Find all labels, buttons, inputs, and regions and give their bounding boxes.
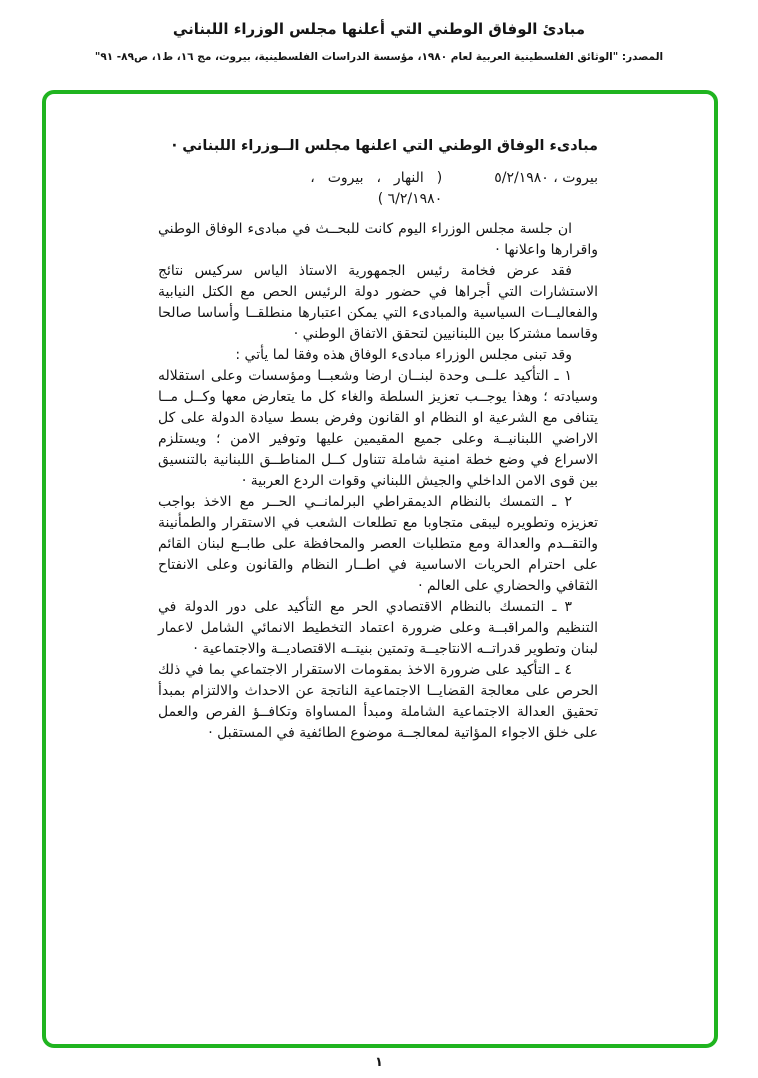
page-header: [0, 0, 758, 63]
document-paragraph: فقد عرض فخامة رئيس الجمهورية الاستاذ الياس سركيس نتائج الاستشارات التي أجراها في حضور دولة الرئيس الحص مع الكتل النيابية والفعاليــات السياسية والمبادىء التي يمكن اعتبارها منطلقــا وأساسا صالحا وقاسما مشتركا بين اللبنانيين لتحقق الاتفاق الوطني ·: [158, 263, 598, 342]
source-line: المصدر: "الوثائق الفلسطينية العربية لعام ١٩٨٠، مؤسسة الدراسات الفلسطينية، بيروت، مج ١٦، ط١، ص٨٩- ٩١": [94, 51, 664, 63]
document-paragraph: ١ ـ التأكيد علــى وحدة لبنــان ارضا وشعبــا ومؤسسات وعلى استقلاله وسيادته ؛ وهذا يوجــب تعزيز السلطة والغاء كل ما يتعارض معها وكــل مــا يتنافى مع الشرعية او النظام او القانون وفرض بسط سيادة الدولة على كل الاراضي اللبنانيــة وعلى جميع المقيمين عليها وتوفير الامن ؛ ويستلزم الاسراع في وضع خطة امنية شاملة تتناول كــل المناطــق اللبنانية بالتنسيق بين قوى الامن الداخلي والجيش اللبناني وقوات الردع العربية ·: [158, 368, 598, 489]
page-title: مبادئ الوفاق الوطني التي أعلنها مجلس الوزراء اللبناني: [172, 20, 586, 38]
document-scan: [46, 94, 714, 744]
document-title: مبادىء الوفاق الوطني التي اعلنها مجلس الــوزراء اللبناني ·: [171, 138, 598, 154]
document-paragraph: ٢ ـ التمسك بالنظام الديمقراطي البرلمانــي الحــر مع الاخذ بواجب تعزيزه وتطويره ليبقى متجاوبا مع تطلعات الشعب في الاستقرار والطمأنينة والتقــدم والعدالة ومع متطلبات العصر والمحافظة على طابــع لبنان القائم على احترام الحريات الاساسية في اطــار النظام والقانون وعلى الانفتاح الثقافي والحضاري على العالم ·: [158, 494, 598, 594]
dateline: [158, 168, 598, 210]
document-paragraph: ٤ ـ التأكيد على ضرورة الاخذ بمقومات الاستقرار الاجتماعي بما في ذلك الحرص على معالجة القضايــا الاجتماعية الناتجة عن الاحداث والالتزام بمبدأ تحقيق العدالة الاجتماعية الشاملة ومبدأ المساواة وتكافــؤ الفرص والعمل على خلق الاجواء المؤاتية لمعالجــة موضوع الطائفية في المستقبل ·: [158, 662, 598, 741]
dateline-place-date: بيروت ، ٥/٢/١٩٨٠: [494, 170, 598, 186]
document-scan-frame: [42, 90, 718, 1048]
page-number: ١: [375, 1055, 383, 1070]
document-paragraph: وقد تبنى مجلس الوزراء مبادىء الوفاق هذه وفقا لما يأتي :: [235, 347, 572, 363]
document-body: [158, 219, 598, 744]
document-paragraph: ان جلسة مجلس الوزراء اليوم كانت للبحــث في مبادىء الوفاق الوطني واقرارها واعلانها ·: [158, 221, 598, 258]
document-paragraph: ٣ ـ التمسك بالنظام الاقتصادي الحر مع التأكيد على دور الدولة في التنظيم والمراقبــة وعلى ضرورة اعتماد التخطيط الانمائي الشامل لاعمار لبنان وتطوير قدراتــه الانتاجيــة وتمتين بنيتــه الاقتصاديــة والاجتماعية ·: [158, 599, 598, 657]
dateline-source-ref: ( النهار ، بيروت ، ٦/٢/١٩٨٠ ): [310, 170, 443, 207]
